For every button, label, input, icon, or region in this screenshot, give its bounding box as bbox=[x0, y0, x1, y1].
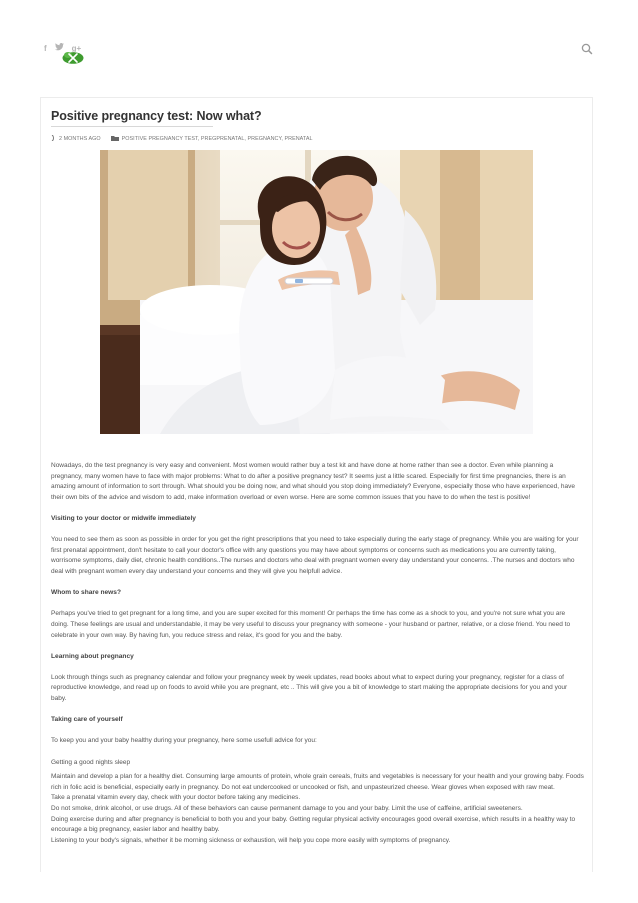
list-item-vitamin: Take a prenatal vitamin every day, check with your doctor before taking any medicines. bbox=[51, 794, 301, 802]
couple-photo bbox=[100, 150, 533, 434]
paragraph-share-news: Perhaps you've tried to get pregnant for a long time, and you are super excited for this moment! Or perhaps the time has come as a shock to you, and you're not sure what you are doing. These feelings are usual and understandable, it may be very useful to discuss your pregnancy with someone - your husband or partner, relative, or a close friend. You need to celebrate in your own way. By having fun, you reduce stress and relax, it's good for you and the baby. bbox=[51, 610, 571, 639]
folder-icon bbox=[111, 135, 119, 143]
article-photo bbox=[100, 150, 533, 434]
paragraph-intro: Nowadays, do the test pregnancy is very easy and convenient. Most women would rather buy a test kit and have done at home rather than see a doctor. Even while planning a pregnancy, many women have to face with major problems: What to do after a positive pregnancy test? It seems just a little scared. Especially for first time pregnancies, there is an amazing amount of information to sort through. What should you be doing now, and what should you stop doing immediately? Everyone, especially those who have experienced, have their own bits of the advice and wisdom to add, make information overload or even worse. Here are some common issues that you have to do when the test is positive! bbox=[51, 462, 575, 501]
paragraph-sleep: Getting a good nights sleep bbox=[51, 758, 131, 766]
paragraph-learning: Look through things such as pregnancy calendar and follow your pregnancy week by week updates, read books about what to expect during your pregnancy, register for a class of reproductive knowledge, and read up on foods to avoid while you are pregnant, etc .. This will give you a bit of knowledge to start making the appropriate decisions for you and your baby. bbox=[51, 673, 568, 703]
clock-icon bbox=[51, 135, 56, 143]
google-plus-icon[interactable]: g+ bbox=[71, 43, 82, 53]
site-logo[interactable] bbox=[62, 50, 84, 64]
heading-care: Taking care of yourself bbox=[51, 716, 123, 724]
list-item-exercise: Doing exercise during and after pregnancy is beneficial to both you and your baby. Getting regular physical activity encourages good overall exercise, which results in a healthy way to encourage a big pregnancy, easier labor and healthy baby. bbox=[51, 815, 576, 834]
article-body bbox=[51, 461, 584, 846]
post-tags[interactable]: POSITIVE PREGNANCY TEST, PREGPRENATAL, PREGNANCY, PRENATAL bbox=[121, 136, 313, 142]
heading-share-news: Whom to share news? bbox=[51, 589, 121, 597]
facebook-icon[interactable]: f bbox=[44, 43, 47, 53]
search-icon[interactable] bbox=[581, 42, 593, 54]
paragraph-visit-doctor: You need to see them as soon as possible in order for you get the right prescriptions that you need to take especially during the early stage of pregnancy. While you are waiting for your first prenatal appointment, don't hesitate to call your doctor's office with any questions you may have about symptoms or concerns such as medications you are currently taking, worrisome symptoms, daily diet, chronic health conditions..The nurses and doctors who deal with pregnant women every day understand your concerns. .The nurses and doctors who deal with pregnant women every day understand your concerns and they will give you helpfull advice. bbox=[51, 536, 579, 575]
list-item-signals: Listening to your body's signals, whether it be morning sickness or exhaustion, will help you cope more easily with symptoms of pregnancy. bbox=[51, 836, 451, 844]
paragraph-diet: Maintain and develop a plan for a healthy diet. Consuming large amounts of protein, whole grain cereals, fruits and vegetables is necessary for your health and your growing baby. Foods rich in folic acid is beneficial, especially early in pregnancy. Do not eat undercooked or uncooked or fish, and unpasteurized cheese. Wear gloves when exposed with raw meat. bbox=[51, 773, 584, 791]
heading-learning: Learning about pregnancy bbox=[51, 652, 134, 660]
title-divider bbox=[51, 126, 213, 127]
article-title[interactable]: Positive pregnancy test: Now what? bbox=[51, 109, 262, 123]
top-bar bbox=[0, 0, 638, 70]
paragraph-care-intro: To keep you and your baby healthy during your pregnancy, here some usefull advice for you: bbox=[51, 737, 317, 745]
list-item-smoking: Do not smoke, drink alcohol, or use drugs. All of these behaviors can cause permanent damage to you and your baby. Limit the use of caffeine, artificial sweeteners. bbox=[51, 805, 523, 812]
post-date: 2 MONTHS AGO bbox=[59, 136, 101, 142]
heading-visit-doctor: Visiting to your doctor or midwife immediately bbox=[51, 514, 196, 522]
article-meta bbox=[51, 135, 313, 143]
